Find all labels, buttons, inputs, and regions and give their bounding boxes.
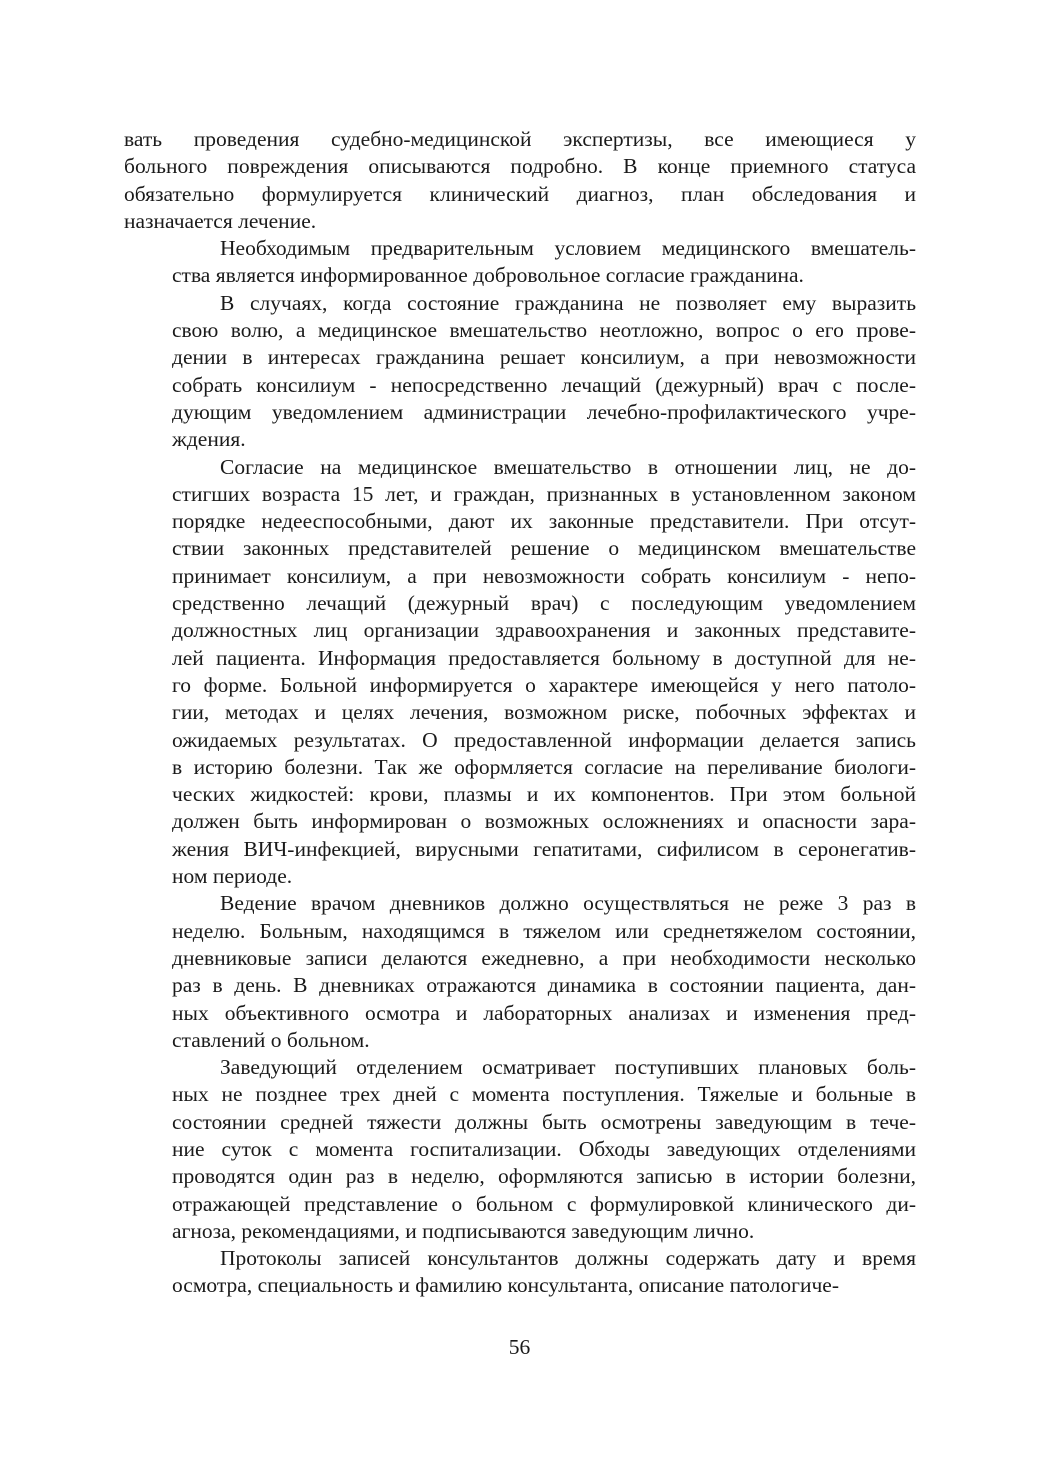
text-line: обязательно формулируется клинический диагноз, план обследования и — [124, 181, 916, 206]
text-line: ческих жидкостей: крови, плазмы и их компонентов. При этом больной — [172, 782, 916, 807]
text-line: стигших возраста 15 лет, и граждан, признанных в установленном законом — [172, 481, 916, 506]
text-line: го форме. Больной информируется о характере имеющейся у него патоло- — [172, 672, 916, 697]
text-line: осмотра, специальность и фамилию консультанта, описание патологиче- — [172, 1273, 839, 1298]
text-line: агноза, рекомендациями, и подписываются заведующим лично. — [172, 1218, 755, 1243]
text-line: ства является информированное добровольное согласие гражданина. — [172, 263, 804, 288]
text-line: раз в день. В дневниках отражаются динамика в состоянии пациента, дан- — [172, 973, 916, 998]
text-line: состоянии средней тяжести должны быть осмотрены заведующим в тече- — [172, 1109, 916, 1134]
paragraph — [124, 126, 916, 235]
paragraph — [124, 890, 916, 1054]
text-line: больного повреждения описываются подробно. В конце приемного статуса — [124, 154, 916, 179]
paragraph — [124, 1054, 916, 1245]
paragraph — [124, 235, 916, 290]
text-line: должен быть информирован о возможных осложнениях и опасности зара- — [172, 809, 916, 834]
page-number: 56 — [508, 1335, 531, 1359]
text-line: отражающей представление о больном с формулировкой клинического ди- — [172, 1191, 916, 1216]
text-line: свою волю, а медицинское вмешательство неотложно, вопрос о его прове- — [172, 318, 916, 343]
text-line: лей пациента. Информация предоставляется больному в доступной для не- — [172, 645, 916, 670]
text-line: средственно лечащий (дежурный врач) с последующим уведомлением — [172, 591, 916, 616]
text-line: Заведующий отделением осматривает поступивших плановых боль- — [220, 1055, 916, 1080]
text-line: дующим уведомлением администрации лечебно-профилактического учре- — [172, 399, 916, 424]
text-line: назначается лечение. — [124, 208, 317, 233]
text-line: ствии законных представителей решение о медицинском вмешательстве — [172, 536, 916, 561]
text-line: дении в интересах гражданина решает консилиум, а при невозможности — [172, 345, 916, 370]
paragraph — [124, 1245, 916, 1300]
text-line: Необходимым предварительным условием медицинского вмешатель- — [220, 236, 916, 261]
text-line: вать проведения судебно-медицинской экспертизы, все имеющиеся у — [124, 127, 916, 151]
paragraph — [124, 454, 916, 891]
text-line: Ведение врачом дневников должно осуществляться не реже 3 раз в — [220, 891, 916, 916]
text-line: ждения. — [172, 427, 246, 452]
text-line: В случаях, когда состояние гражданина не позволяет ему выразить — [220, 290, 916, 315]
text-line: Протоколы записей консультантов должны содержать дату и время — [220, 1246, 916, 1271]
paragraph — [124, 290, 916, 454]
text-line: Согласие на медицинское вмешательство в отношении лиц, не до- — [220, 454, 916, 479]
text-line: ние суток с момента госпитализации. Обходы заведующих отделениями — [172, 1136, 916, 1161]
text-line: порядке недееспособными, дают их законные представители. При отсут- — [172, 509, 916, 534]
text-line: в историю болезни. Так же оформляется согласие на переливание биологи- — [172, 754, 916, 779]
body-text — [124, 126, 916, 1300]
text-line: ных не позднее трех дней с момента поступления. Тяжелые и больные в — [172, 1082, 916, 1107]
text-line: проводятся один раз в неделю, оформляются записью в истории болезни, — [172, 1164, 916, 1189]
text-line: жения ВИЧ-инфекцией, вирусными гепатитами, сифилисом в серонегатив- — [172, 836, 916, 861]
text-line: ожидаемых результатах. О предоставленной информации делается запись — [172, 727, 916, 752]
text-line: неделю. Больным, находящимся в тяжелом или среднетяжелом состоянии, — [172, 918, 916, 943]
text-line: собрать консилиум - непосредственно лечащий (дежурный) врач с после- — [172, 372, 916, 397]
text-line: гии, методах и целях лечения, возможном риске, побочных эффектах и — [172, 700, 916, 725]
text-line: ном периоде. — [172, 864, 293, 889]
text-line: ставлений о больном. — [172, 1027, 370, 1052]
text-line: дневниковые записи делаются ежедневно, а при необходимости несколько — [172, 945, 916, 970]
text-line: должностных лиц организации здравоохранения и законных представите- — [172, 618, 916, 643]
text-line: ных объективного осмотра и лабораторных анализах и изменения пред- — [172, 1000, 916, 1025]
text-line: принимает консилиум, а при невозможности собрать консилиум - непо- — [172, 563, 916, 588]
